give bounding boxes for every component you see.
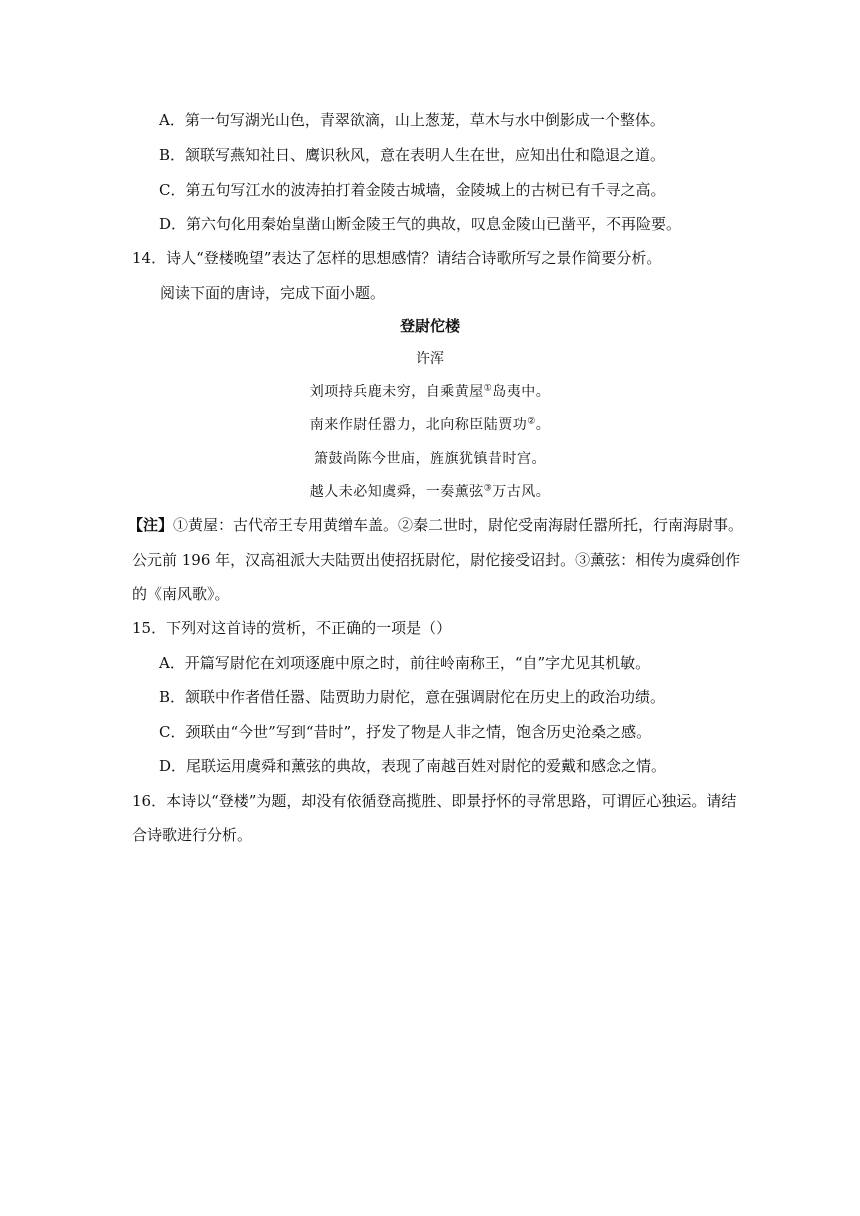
q15-option-a: A．开篇写尉佗在刘项逐鹿中原之时，前往岭南称王，“自”字尤见其机敏。 [159,654,651,672]
question-14: 14．诗人“登楼晚望”表达了怎样的思想感情？请结合诗歌所写之景作简要分析。 [132,249,662,267]
question-16-line-1: 16．本诗以“登楼”为题，却没有依循登高揽胜、即景抒怀的寻常思路，可谓匠心独运。请结 [132,792,737,810]
poem-line-3 [0,449,860,469]
note-line-3: 的《南风歌》。 [132,585,230,603]
reading-instruction: 阅读下面的唐诗，完成下面小题。 [160,284,386,302]
poem-line-3-text: 箫鼓尚陈今世庙，旌旗犹镇昔时宫。 [314,451,546,467]
q13-option-c: C．第五句写江水的波涛拍打着金陵古城墙，金陵城上的古树已有千寻之高。 [159,181,666,199]
poem-line-4-text-b: 万古风。 [492,484,551,500]
poem-line-4-text-a: 越人未必知虞舜，一奏薰弦 [309,484,484,500]
poem-line-2-text-a: 南来作尉任嚣力，北向称臣陆贾功 [309,417,528,433]
question-16-line-2: 合诗歌进行分析。 [132,826,253,844]
note-line-2: 公元前 196 年，汉高祖派大夫陆贾出使招抚尉佗，尉佗接受诏封。③薰弦：相传为虞舜创作 [132,551,741,569]
poem-line-2 [0,415,860,435]
footnote-mark: ① [483,383,493,394]
poem-line-2-text-b: 。 [535,417,551,433]
poem-author: 许浑 [416,351,444,367]
note-text-1: ①黄屋：古代帝王专用黄缯车盖。②秦二世时，尉佗受南海尉任嚣所托，行南海尉事。 [173,516,744,534]
poem-title: 登尉佗楼 [399,317,460,335]
q13-option-b: B．颔联写燕知社日、鹰识秋风，意在表明人生在世，应知出仕和隐退之道。 [159,146,666,164]
note-tag: 【注】 [128,516,174,534]
question-15: 15．下列对这首诗的赏析，不正确的一项是（） [132,619,452,637]
poem-line-1-text-a: 刘项持兵鹿未穷，自乘黄屋 [309,384,484,400]
poem-line-1 [0,382,860,402]
q13-option-d: D．第六句化用秦始皇凿山断金陵王气的典故，叹息金陵山已凿平，不再险要。 [159,215,682,233]
poem-line-1-text-b: 岛夷中。 [492,384,551,400]
poem-line-4 [0,482,860,502]
footnote-mark: ② [527,416,536,427]
q15-option-b: B．颔联中作者借任嚣、陆贾助力尉佗，意在强调尉佗在历史上的政治功绩。 [159,688,666,706]
q13-option-a: A．第一句写湖光山色，青翠欲滴，山上葱茏，草木与水中倒影成一个整体。 [159,111,665,129]
q15-option-d: D．尾联运用虞舜和薰弦的典故，表现了南越百姓对尉佗的爱戴和感念之情。 [159,757,667,775]
note-line-1 [128,515,743,535]
footnote-mark: ③ [483,483,493,494]
q15-option-c: C．颈联由“今世”写到“昔时”，抒发了物是人非之情，饱含历史沧桑之感。 [159,723,652,741]
